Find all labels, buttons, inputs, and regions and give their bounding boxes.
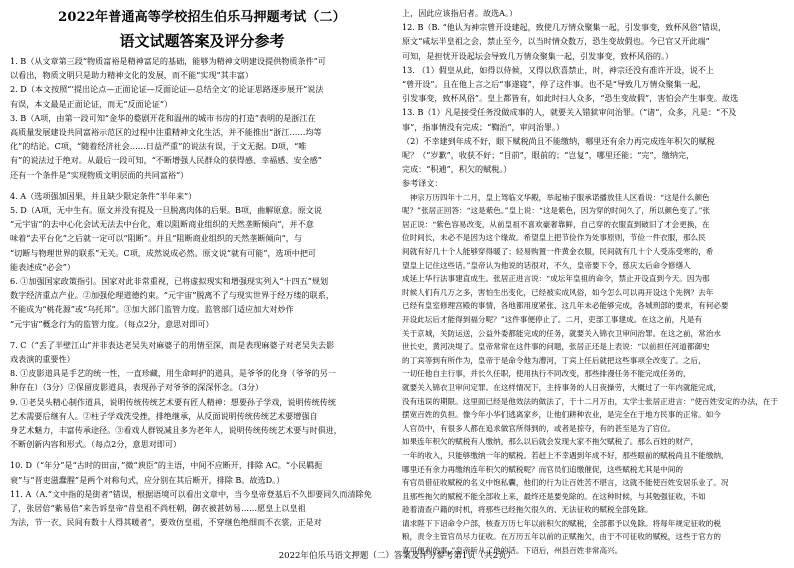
text-line: （2）不幸建到年成不好，眼下赋税尚且不能缴纳，哪里还有余力再完成连年积欠的赋税 [402, 135, 715, 146]
answer-key-title: 语文试题答案及评分参考 [119, 32, 285, 50]
text-line: 艺术需要后继有人。②柱子学戏洗受挫，排绝继承，从反面说明传统传统艺术要增强自 [10, 410, 318, 421]
text-line: 有”的说法过于绝对。从最后一段可知，“不断增强人民群众的获得感、幸福感、安全感” [10, 155, 322, 166]
text-line: 世长史，黄河决堤了。皇帝常常在这件事的问题，张居正还是上表说：“以前担任河道都御史 [402, 342, 710, 352]
text-line: 还有一个条件是“实现物质文明层面的共同富裕”） [10, 169, 189, 180]
text-line: 如果连年积欠的赋税有人缴纳，那么以后就会发现大家不拖欠赋税了。那么百姓的财产， [402, 437, 699, 447]
text-line: 9. ①老吴头精心制作道具，说明传统传统艺术要有匠人精神：想要孙子学戏，说明传统传统 [10, 396, 336, 407]
text-line: 成延上华行法事建直成生。张居正进言说：“成坛年皇祖的命令，禁止开设直到今天。因为那 [402, 274, 710, 284]
paragraph-gap [10, 451, 394, 458]
left-answer-text [10, 54, 394, 530]
text-line: 时候人们有几万之多，害怕生出变化，已经被实成风俗，如今怎么可以再开设这个先例？去年 [402, 287, 714, 297]
text-line: 的丁宾等到有所作为，皇帝于是命令他为漕河，丁宾上任后就把这些事项全改变了。之后， [402, 355, 706, 365]
text-line: 呢？”张居正回答：“这是紫色。”皇上说：“这是紫色，因为穿的时间久了，所以颜色变了。”张 [402, 206, 710, 216]
text-line: 8. ①皮影道具是手艺的统一性，一直珍藏，用生命呵护的道具，是爷爷的化身（爷爷的另一 [10, 368, 336, 379]
text-line: “元宇宙”概念行为的监管力度。（每点2分，意思对即可） [10, 318, 214, 329]
text-line: 4. A（选项强加因果，并且缺少限定条件“半年来”） [10, 190, 197, 201]
text-line: “切断与物理世界的联系”无关。C项，成然说成必然。原文说“就有可能”，选项中把可 [10, 247, 317, 258]
text-line: 真可便利的事。”皇帝听从了他的话。下诏后，州县百姓非常高兴。 [402, 546, 623, 556]
text-line: 没有违误的期限。这里面已经是他效法的做法了，于十二月万由，太学士张居正进言：“使百姓安定的办法，在于 [402, 396, 778, 406]
text-line: 戏表演的重要性） [10, 354, 75, 365]
text-line: 且那些拖欠的赋税不能全部收上来，最终还是要免除的。在这种时候，与其勉强征收，不如 [402, 491, 706, 501]
paragraph-gap [10, 331, 394, 338]
text-line: 12. B（B. “他认为神宗曾开设建起，致使几万情众聚集一起，引发事变，致杯风俗”错误， [402, 22, 727, 33]
text-line: 10. D（“年分”是“古时的田亩，”微“谀臣”的主语，中间不应断开，排除 AC。“小民羁扼 [10, 460, 323, 471]
text-line: 上，因此应该指启者。故选A。） [402, 8, 518, 18]
left-column [10, 0, 394, 530]
text-line: 1. B（从文章第三段“物质富裕是精神富足的基础，能够为精神文明建设提供物质条件”可 [10, 56, 326, 66]
text-line: 已经有皇室修理宫殿的事情，各地都用度紧张、这几年未必能够完成，各城刑部的要求，有何必要 [402, 301, 729, 311]
text-line: 间就有好几十个人能够穿得暖了；轻易购置一件黄金衣服，民间就有几十个人受冻受寒的，希 [402, 247, 714, 257]
exam-title: 2022年普通高等学校招生伯乐马押题考试（二） [58, 10, 346, 25]
text-line: 关于京城，关防运送，公益外委都能完成的任务，就要关入锦衣卫审问治罪。在这之前，常治水 [402, 328, 721, 338]
text-line: 高质量发展建设共同富裕示范区的过程中注重精神文化生活，并不能推出“浙江……均等 [10, 127, 322, 138]
text-line: 身艺术魅力，丰富传承途径。③看戏人群锐减且多为老年人，说明传统传统艺术要与时俱进， [10, 425, 342, 436]
text-line: 事”，指事情没有完成；“鞫治”，审问治罪。） [402, 121, 565, 132]
text-line: 2. D（本文按照“‘提出论点—正面论证—反面论证—总结全文’的论证思路逐步展开”说法 [10, 84, 324, 95]
text-line: 不断创新内容和形式。（每点2分，意思对即可） [10, 439, 182, 450]
text-line: 请求陛下下诏命令户部，核查万历七年以前积欠的赋税，全部都予以免除。将每年规定征收的税 [402, 518, 721, 528]
text-line: 位时间长，未必不是因为这个缘故。希望皇上把节俭作为处事原则，节俭一件衣服，那么民 [402, 233, 706, 243]
text-line: 种存在）（3分）②保留皮影道具，表现孙子对爷爷的深深怀念。（3分） [10, 382, 264, 393]
text-line: 以看出，物质文明只是助力精神文化的发展，而不能“实现”其丰富） [10, 70, 253, 81]
text-line: 11. A（A.“文中指的是街者”错误，根据语境可以看出文章中，当今皇帝登基后不久即要同久而清除免 [10, 488, 372, 499]
text-line: 味着“去平台化”之后就一定可以“阻断”。并且“阻断商业组织的天然垄断倾向”，与 [10, 233, 302, 244]
text-line: 不能成为“桃花源”或“乌托邦”。③加大部门监管力度。监管部门适应加大对炒作 [10, 304, 294, 315]
text-line: 能表述成“必会”） [10, 261, 75, 272]
text-line: 呢？（“岁歉”，收获不好；“目前”，眼前的；“岂复”，哪里还能；“完”，缴纳完， [402, 150, 695, 161]
text-line: 了，张居倍“紫易倍”来告诉皇帝“昔皇祖不尚枉朝，御衣被甚妨易……愿皇上以皇祖 [10, 503, 306, 514]
text-line: 5. D（A项，无中生有。原文并没有提及一旦脱离肉体的后果。B项，曲解原意。原文说 [10, 205, 322, 216]
text-line: 衰”与“晋吏滋蠢腥”是两个对称句式，应分别在其后断开，排除 B。故选D。） [10, 474, 285, 485]
text-line: 7. C（“丢了半壁江山”并非表达老吴失对麻婆子的用情至深，而是表现麻婆子对老吴失去影 [10, 339, 335, 350]
text-line: 人官员中，有很多人都在追求做官所得到的，或者是掠夺，有的甚至是为了官位。 [402, 423, 676, 433]
text-line: 13. （1）假皇从此，如得以侍候，又得以欣喜禁止，时，神宗还没有准许开设，说不上 [402, 64, 714, 75]
page-footer: 2022年伯乐马语文押题（二）答案及评分参考第1页（共2页） [278, 551, 516, 561]
text-line: 有误，本文最是正面论证，而无“反面论证”） [10, 98, 173, 109]
text-line: 6. ①加强国家政策指引。国家对此非常重视，已将虚拟现实和增强现实列入“十四五”规划 [10, 276, 329, 287]
text-line: “曾开设”。且在他上言之后“事遂寝”，停了这件事。也不是“导致几万情众聚集一起， [402, 79, 706, 90]
text-line: 神宗万历四年十二月，皇上驾临文华殿，举起袖子服承诺播放佳人区看说：“这是什么颜色 [402, 192, 710, 202]
text-line: 望皇上记住这些话。”皇帝认为他说的话很对，不久，皇帝要下令，慈庆太后命令修缮人 [402, 260, 691, 270]
text-line: 粮，责令主管官员尽力征收。在万历五年以前的正赋拖欠，由于不可征收的赋税，这些于官方的 [402, 532, 721, 542]
text-line: 数字经济重点产业。②加强伦理道德约束。“元宇宙”脱离不了与现实世界于经万缕的联系， [10, 290, 334, 301]
text-line: 完成：“积逋”，积欠的赋税。） [402, 164, 512, 175]
text-line: 就要关入锦衣卫审问定罪。在这样情况下，主持事务的人日夜操劳，大概过了一年内就能完成， [402, 382, 721, 392]
text-line: 引发事变，致杯风俗”。皇上都皆有，如此时扫人众多，“恐生变故假”，害怕会产生事变。故选 [402, 93, 739, 104]
text-line: 参考译文： [402, 178, 443, 189]
text-line: 3. B（A项，由第一段可知“金华的婺剧开花和温州的城市书房的打造”表明的是浙江在 [10, 112, 316, 123]
text-line: 开设此坛后才能得到福分呢？”这件事便停止了。二月，吏部工事建成。在这之前，凡是有 [402, 314, 703, 324]
text-line: “元宇宙”的去中心化会试无法去中台化，难以阻断商业组织的天然垄断倾向”，并不意 [10, 219, 314, 230]
right-column [402, 0, 788, 558]
text-line: 一年的收入，只能够缴纳一年的赋税。若赶上不幸遇到年成不好，那些眼前的赋税尚且不能缴纳， [402, 450, 729, 460]
text-line: 13. B（1）凡是接受任务没做成事的人，就要关入错狱审问治罪。（“诸”，众多，凡是：“不及 [402, 107, 737, 118]
text-line: 有官员借征收赋税的名义中饱私囊，他们的行为让百姓苦不堪言，这就不能使百姓安居乐业了。况 [402, 478, 729, 488]
text-line: 为法，节一衣，民间有数十人得其暖者”，要效仿皇祖，不穿继色绝细而不衣裳，正是对 [10, 517, 322, 528]
text-line: 原文“咸坛半皇祖之会，禁止至今，以当时情众数万，恐生变故假也。今已官又开此端” [402, 36, 710, 47]
text-line: 化”的结论。C项，“随着经济社会……日益严重”的说法有误，于文无据。D项，“唯 [10, 141, 307, 152]
right-answer-text [402, 6, 788, 558]
paragraph-gap [10, 182, 394, 189]
text-line: 一切任他自主行事，并长久任职，使用执行不同改变，那些排漫任务不能完成任务的， [402, 369, 691, 379]
text-line: 摆宽百姓的负担。像今年小华们逃离家乡，让他们耕种农业，是完全在于地方民事的正常。如今 [402, 410, 721, 420]
text-line: 趁着清查户籍的时机，将那些已经拖欠很久的、无法征收的赋税全部免除。 [402, 505, 653, 515]
text-line: 哪里还有余力再缴纳连年积欠的赋税呢？而官员们追缴催促，这些赋税尤其是中间的 [402, 464, 683, 474]
text-line: 可知，是担忧开设起坛会导致几万情众聚集一起，引发事变，致杯风俗的。） [402, 50, 674, 61]
text-line: 居正说：“紫色容易改变，从前皇祖不喜欢豪奢靠鲜，自己穿的衣服直到破旧了才会更换，在 [402, 219, 710, 229]
